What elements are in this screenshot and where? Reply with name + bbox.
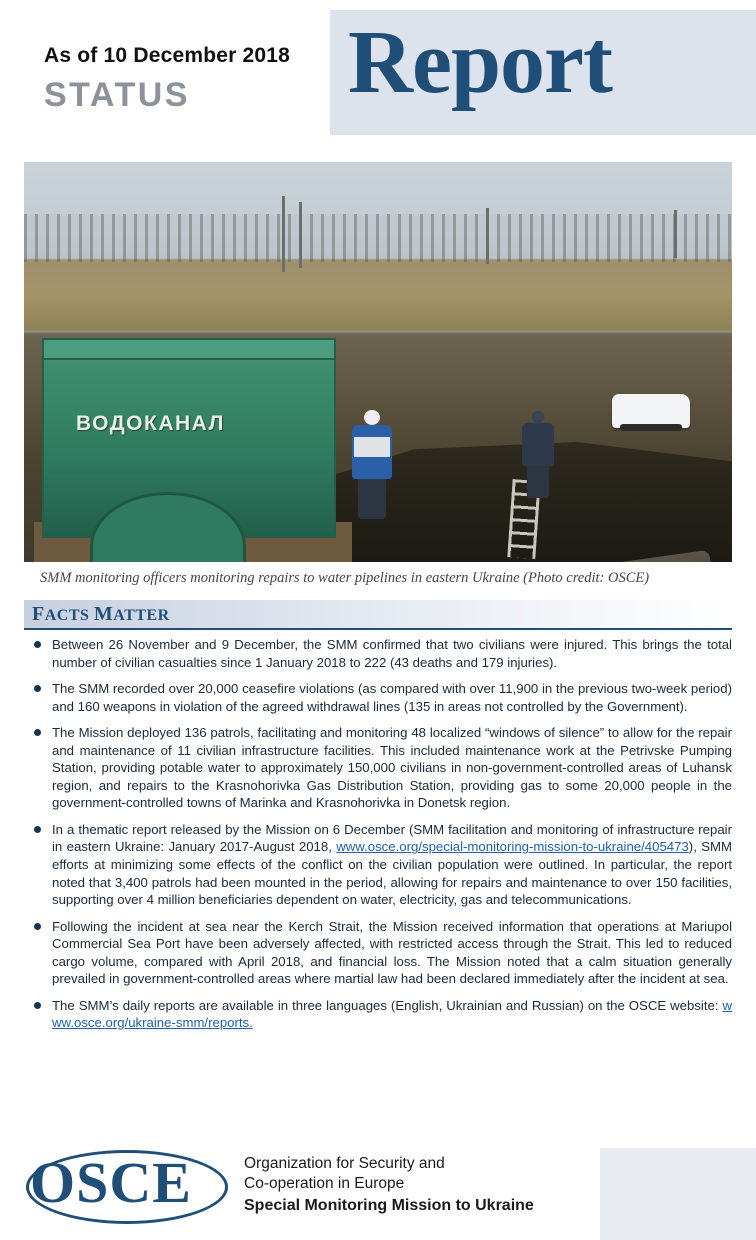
facts-list [30,636,732,1041]
bullet-dot-icon [34,1002,41,1009]
smm-monitor-person [352,410,392,519]
footer-accent-block [600,1148,756,1240]
utility-pole [282,196,285,272]
section-title [32,603,170,626]
bullet-dot-icon [34,729,41,736]
status-word: STATUS [44,76,190,114]
bullet-text-before-link: In a thematic report released by the Mission on 6 December (SMM facilitation and monitoring of infrastructure repair in eastern Ukraine: January 2017-August 2018, [52,821,732,855]
org-line-2: Co-operation in Europe [244,1174,405,1192]
utility-pole [299,202,302,268]
osce-logo: OSCE [30,1150,192,1215]
torso [522,423,554,466]
bullet-text: Following the incident at sea near the Kerch Strait, the Mission received information that operations at Mariupol Commercial Sea Port have been adversely affected, with restricted access through the Strait. This led to reduced cargo volume, compared with April 2018, and financial loss. The Mission noted that a calm situation generally prevailed in government-controlled areas where martial law had been declared immediately after the incident at sea. [52,918,732,987]
list-item [30,918,732,988]
bullet-dot-icon [34,923,41,930]
organization-name [244,1154,534,1216]
section-title-acts: ACTS [44,607,94,624]
section-title-f: F [32,603,45,625]
torso [352,425,392,479]
daily-reports-link[interactable]: www.osce.org/ukraine-smm/reports. [52,997,732,1031]
bullet-text: The Mission deployed 136 patrols, facilitating and monitoring 48 localized “windows of silence” to allow for the repair and maintenance of 11 civilian infrastructure facilities. This included maintenance work at the Petrivske Pumping Station, providing potable water to approximately 150,000 civilians in non-government-controlled areas of Luhansk region, and repairs to the Krasnohorivka Gas Distribution Station, providing gas to some 20,000 people in the government-controlled towns of Marinka and Krasnohorivka in Donetsk region. [52,725,732,811]
white-vehicle [612,394,690,428]
bullet-dot-icon [34,685,41,692]
bullet-dot-icon [34,641,41,648]
tank-label: ВОДОКАНАЛ [76,412,225,435]
bullet-text-before-link: The SMM’s daily reports are available in three languages (English, Ukrainian and Russian) on the OSCE website: [52,997,723,1013]
thematic-report-link[interactable]: www.osce.org/special-monitoring-mission-to-ukraine/405473 [336,839,689,855]
utility-pole [674,210,677,258]
worker-person [522,411,554,498]
head [532,411,545,423]
list-item [30,997,732,1032]
bullet-text: The SMM recorded over 20,000 ceasefire violations (as compared with over 11,900 in the previous two-week period) and 160 weapons in violation of the agreed withdrawal lines (135 in areas not controlled by the Government). [52,681,732,714]
section-title-m: M [93,603,114,625]
report-word: Report [348,13,612,112]
org-line-1: Organization for Security and [244,1155,445,1172]
list-item [30,680,732,715]
bullet-text-after-link: ), SMM efforts at minimizing some effects of the conflict on the civilian population were outlined. In particular, the report noted that 3,400 patrols had been mounted in the period, allowing for repairs and maintenance to over 150 facilities, supporting over 4 million beneficiaries dependent on water, electricity, gas and telecommunications. [52,839,732,908]
bullet-text: Between 26 November and 9 December, the SMM confirmed that two civilians were injured. This brings the total number of civilian casualties since 1 January 2018 to 222 (43 deaths and 179 injuries). [52,637,732,670]
bullet-dot-icon [34,826,41,833]
photo-scene [24,162,732,562]
report-date: As of 10 December 2018 [44,44,291,67]
mission-name: Special Monitoring Mission to Ukraine [244,1196,534,1214]
legs [358,479,386,519]
safety-vest [354,437,390,457]
legs [527,466,549,498]
page-header [0,0,756,135]
helmet [364,410,380,425]
page-footer [0,1148,756,1240]
tree-line [24,214,732,262]
list-item [30,636,732,671]
list-item [30,724,732,812]
hero-photo [24,162,732,562]
section-title-atter: ATTER [113,607,170,624]
list-item [30,821,732,909]
photo-caption: SMM monitoring officers monitoring repairs to water pipelines in eastern Ukraine (Photo credit: OSCE) [40,570,650,586]
utility-pole [486,208,489,264]
